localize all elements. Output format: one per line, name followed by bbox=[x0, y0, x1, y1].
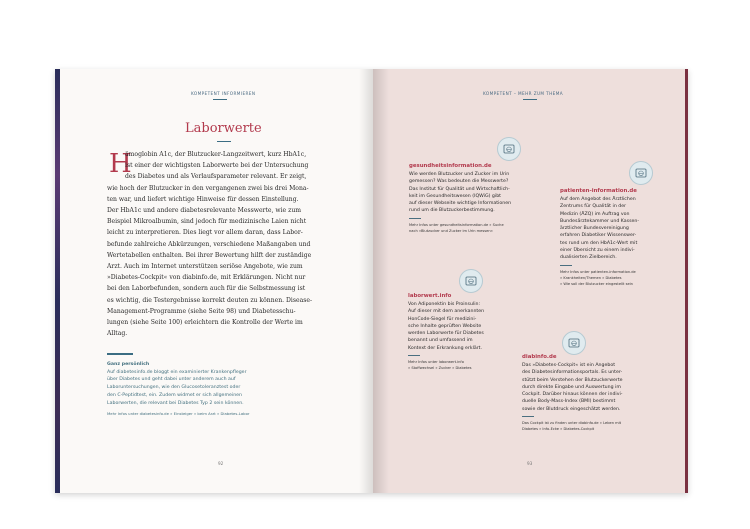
globe-icon bbox=[503, 143, 515, 155]
block-line: stützt beim Verstehen der Blutzuckerwerte bbox=[522, 377, 623, 383]
block-footer: nach »Blutzucker und Zucker im Urin messen« bbox=[409, 228, 493, 233]
block-line: keit im Gesundheitswesen (IQWiG) gibt bbox=[409, 193, 502, 199]
block-title[interactable]: laborwert.info bbox=[408, 293, 452, 299]
block-icon-circle bbox=[459, 269, 483, 293]
link-block-diabinfo bbox=[522, 353, 662, 432]
running-head-right: KOMPETENT – MEHR ZUM THEMA bbox=[483, 91, 564, 96]
block-rule bbox=[409, 218, 421, 219]
block-line: auf dieser Webseite wichtige Informationen bbox=[409, 201, 512, 207]
running-head-rule-right bbox=[523, 99, 537, 100]
block-footer: Das Cockpit ist zu finden unter diabinfo.de » Leben mit bbox=[522, 421, 622, 426]
box-rule bbox=[107, 353, 133, 355]
body-line: Wertetabellen enthalten. Bei ihrer Bewertung hilft der zuständige bbox=[107, 251, 312, 259]
box-line: Laborwerten, die relevant bei Diabetes Typ 2 sein können. bbox=[107, 400, 244, 406]
info-box bbox=[107, 361, 337, 418]
block-footer: Mehr Infos unter gesundheitsinformation.de » Suche bbox=[409, 222, 504, 227]
globe-icon bbox=[568, 337, 580, 349]
body-line: ist einer der wichtigsten Laborwerte bei der Untersuchung bbox=[125, 162, 309, 170]
page-edge-right bbox=[685, 69, 688, 493]
body-line: Der HbA1c und andere diabetesrelevante Messwerte, wie zum bbox=[107, 207, 302, 215]
block-line: tes rund um den HbA1c-Wert mit bbox=[560, 240, 638, 246]
drop-cap: H bbox=[109, 149, 132, 179]
block-line: Wie werden Blutzucker und Zucker im Urin bbox=[409, 172, 510, 177]
block-footer: » Krankheiten/Themen » Diabetes bbox=[560, 275, 622, 280]
title-rule bbox=[217, 141, 231, 142]
left-page bbox=[55, 69, 373, 493]
block-icon-circle bbox=[562, 331, 586, 355]
block-line: dualisierten Zielbereich. bbox=[560, 255, 617, 261]
body-line: lungen (siehe Seite 100) erleichtern die Kontrolle der Werte im bbox=[107, 319, 303, 327]
block-footer: Diabetes » Info-Ecke » Diabetes-Cockpit bbox=[522, 427, 595, 432]
page-number-right: 93 bbox=[527, 461, 533, 466]
block-icon-circle bbox=[497, 137, 521, 161]
block-footer: Mehr Infos unter laborwert.info bbox=[408, 360, 464, 365]
page-number-left: 92 bbox=[218, 461, 224, 466]
page-title: Laborwerte bbox=[185, 121, 262, 136]
link-block-gesundheitsinformation bbox=[409, 162, 549, 234]
block-icon-circle bbox=[629, 161, 653, 185]
box-title: Ganz persönlich bbox=[107, 362, 150, 367]
body-line: es wichtig, die Testergebnisse korrekt deuten zu können. Disease- bbox=[107, 296, 313, 304]
body-line: Arzt. Auch im Internet unterstützen seriöse Angebote, wie zum bbox=[107, 263, 303, 271]
block-line: Das »Diabetes-Cockpit« ist ein Angebot bbox=[522, 363, 616, 368]
block-line: duelle Body-Mass-Index (BMI) bestimmt bbox=[522, 399, 616, 405]
block-rule bbox=[522, 416, 534, 417]
gutter-shadow-right bbox=[373, 69, 389, 493]
box-line: Laboruntersuchungen, wie den Glucosetoleranztest oder bbox=[107, 385, 241, 391]
box-line: den C-Peptidtest, ein. Zudem widmet er sich allgemeinen bbox=[107, 392, 243, 398]
block-line: Das Institut für Qualität und Wirtschaftlich- bbox=[409, 186, 510, 192]
block-line: Cockpit. Darüber hinaus können der indivi- bbox=[522, 392, 623, 398]
link-block-laborwert bbox=[408, 292, 518, 371]
block-line: des Diabetesinformationsportals. Es unter- bbox=[522, 370, 623, 376]
block-line: benannt und umfassend im bbox=[408, 338, 473, 344]
block-line: ärztlicher Bundesvereinigung bbox=[560, 226, 629, 232]
block-line: durch direkte Eingabe und Auswertung im bbox=[522, 384, 621, 390]
block-line: Von Adiponektin bis Proinsulin: bbox=[408, 302, 481, 307]
body-line: befunde zahlreiche Abkürzungen, verschiedene Maßangaben und bbox=[107, 240, 311, 248]
block-footer: » Stoffwechsel » Zucker » Diabetes bbox=[408, 366, 472, 371]
block-line: Auf dem Angebot des Ärztlichen bbox=[560, 197, 636, 202]
body-text bbox=[107, 149, 345, 339]
block-line: Auf dieser mit dem anerkannten bbox=[408, 309, 485, 315]
block-line: rund um die Blutzuckerbestimmung. bbox=[409, 208, 495, 214]
running-head-rule-left bbox=[213, 99, 227, 100]
block-line: Kontext der Erkrankung erklärt. bbox=[408, 345, 483, 351]
body-line: »Diabetes-Cockpit« von diabinfo.de, mit Erklärungen. Nicht nur bbox=[107, 274, 306, 282]
box-footer: Mehr Infos unter diabetesinfo.de » Einsteiger » beim Arzt » Diabetes-Labor bbox=[107, 411, 250, 417]
block-line: erfahren Diabetiker Wissenswer- bbox=[560, 233, 637, 239]
globe-icon bbox=[635, 167, 647, 179]
block-line: werden Laborwerte für Diabetes bbox=[408, 331, 484, 337]
running-head-left: KOMPETENT INFORMIEREN bbox=[191, 91, 256, 96]
block-line: einer Übersicht zu einem indivi- bbox=[560, 248, 635, 254]
body-line: ämoglobin A1c, der Blutzucker-Langzeitwert, kurz HbA1c, bbox=[125, 151, 307, 158]
block-line: HonCode-Siegel für medizini- bbox=[408, 316, 477, 322]
body-line: ten war, und liefert wichtige Hinweise für dessen Einstellung. bbox=[107, 195, 299, 203]
block-line: Bundesärztekammer und Kassen- bbox=[560, 218, 640, 224]
cover-edge bbox=[55, 69, 60, 493]
block-rule bbox=[560, 265, 572, 266]
box-line: über Diabetes und geht dabei unter anderem auch auf bbox=[107, 377, 236, 383]
body-line: Beispiel Mikroalbumin, sind jedoch für medizinische Laien nicht bbox=[107, 218, 307, 226]
body-line: leicht zu interpretieren. Dies liegt vor allem daran, dass Labor- bbox=[107, 229, 303, 237]
body-line: des Diabetes und als Verlaufsparameter relevant. Er zeigt, bbox=[125, 173, 307, 181]
block-footer: Mehr Infos unter patienten-information.de bbox=[560, 269, 636, 274]
globe-icon bbox=[465, 275, 477, 287]
block-line: Zentrums für Qualität in der bbox=[560, 204, 627, 210]
block-title[interactable]: gesundheitsinformation.de bbox=[409, 163, 492, 169]
link-block-patienten-information bbox=[560, 187, 670, 287]
block-footer: » Wie soll der Blutzucker eingestellt sein bbox=[560, 281, 633, 286]
body-line: bei den Laborbefunden, sondern auch für die Selbstmessung ist bbox=[107, 285, 306, 293]
box-line: Auf diabetesinfo.de bloggt ein examinierter Krankenpfleger bbox=[107, 369, 247, 375]
block-line: sowie der Blutdruck eingeschätzt werden. bbox=[522, 406, 621, 412]
body-line: Management-Programme (siehe Seite 98) und Diabetesschu- bbox=[107, 307, 296, 315]
block-rule bbox=[408, 355, 420, 356]
block-line: sche Inhalte geprüften Website bbox=[408, 323, 482, 329]
gutter-shadow-left bbox=[359, 69, 373, 493]
block-title[interactable]: patienten-information.de bbox=[560, 188, 637, 194]
body-line: wie hoch der Blutzucker in den vergangenen zwei bis drei Mona- bbox=[107, 184, 309, 192]
block-line: gemessen? Was bedeuten die Messwerte? bbox=[409, 179, 509, 185]
block-line: Medizin (ÄZQ) im Auftrag von bbox=[560, 211, 630, 217]
block-title[interactable]: diabinfo.de bbox=[522, 354, 557, 360]
body-line: Alltag. bbox=[107, 330, 128, 338]
